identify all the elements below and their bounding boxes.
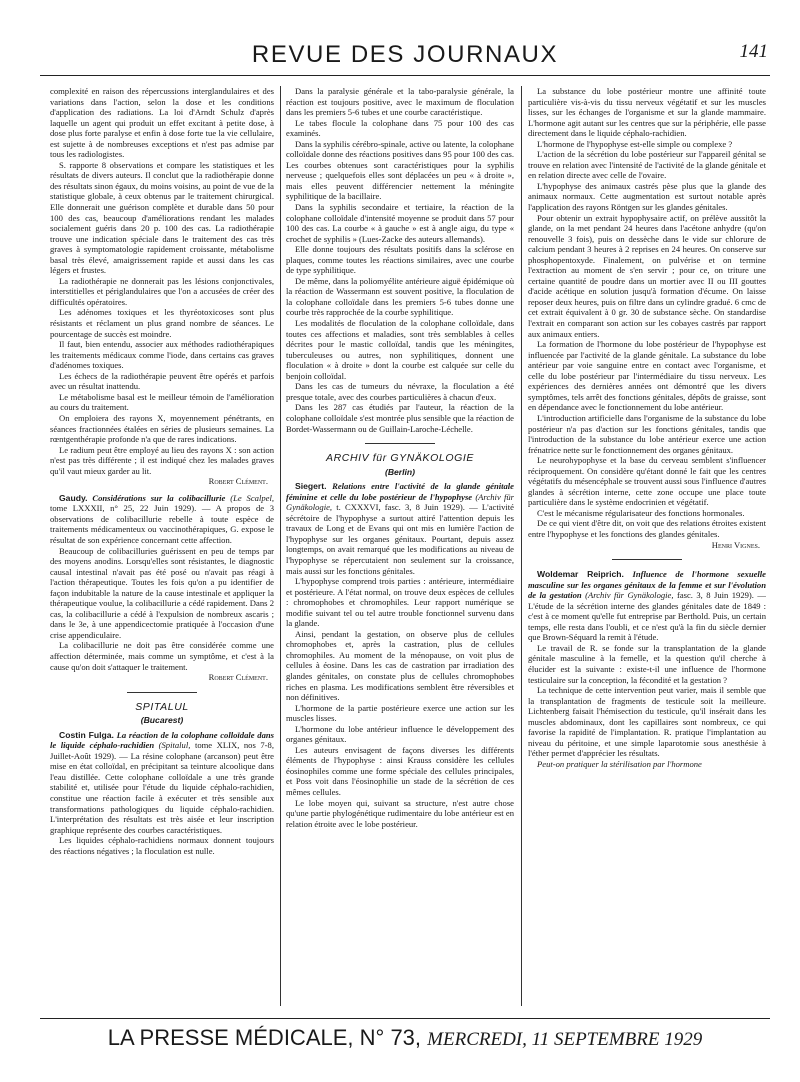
section-name: ARCHIV für GYNÄKOLOGIE: [326, 452, 474, 465]
paragraph: Le métabolisme basal est le meilleur témoin de l'amélioration au cours du traitement.: [50, 391, 274, 413]
article-text: tome LXXXII, n° 25, 22 Juin 1929). — A propos de 3 observations de colibacillurie rebelle à toute espèce de traitements médicamenteux ou vaccinothérapiques, G. expose le résultat de son expérience concernant cette affection.: [50, 503, 274, 545]
paragraph: Dans la syphilis secondaire et tertiaire, la réaction de la colophane colloïdale d'intensité moyenne se produit dans 57 pour 100 des cas. La courbe « à gauche » est à angle aigu, du type « crochet de syphilis » (Lues-Zacke des auteurs allemands).: [286, 202, 514, 244]
section-name: SPITALUL: [135, 700, 189, 713]
paragraph: Les liquides céphalo-rachidiens normaux donnent toujours des réactions négatives ; la floculation est nulle.: [50, 835, 274, 856]
paragraph: Ainsi, pendant la gestation, on observe plus de cellules chromophobes et, après la castration, plus de cellules chromophiles. Au moment de la ménopause, on voit plus de cellules à éosine. Dans les cas de castration par irradiation des glandes génitales, on constate plus de cellules chromophobes riches en plasma. Les modifications semblent être réversibles et non définitives.: [286, 628, 514, 703]
closing-line: Peut-on pratiquer la stérilisation par l'hormone: [537, 758, 702, 769]
header-rule: [40, 75, 770, 76]
page-number: 141: [739, 41, 768, 62]
article-title: Influence de l'hormone sexuelle masculine sur les organes génitaux de la femme et sur l'évolution de la gestation: [528, 569, 766, 601]
article-author: Woldemar Reiprich.: [537, 569, 624, 580]
paragraph: L'action de la sécrétion du lobe postérieur sur l'appareil génital se trouve en relation avec l'intensité de l'activité de la glande génitale et en relation directe avec celle de l'ovaire.: [528, 149, 766, 181]
footer-rule: [40, 1018, 770, 1019]
paragraph: complexité en raison des répercussions interglandulaires et des variations dans l'action, selon la dose et les conditions d'application des radiations. La loi d'Arndt Schulz d'après laquelle un agent qui produit un effet excitant à petite dose, à dose plus forte paralyse et enfin à dose forte tue la vie cellulaire, est sujette à de nombreuses exceptions et n'est pas admise par tous les radiologistes.: [50, 86, 274, 160]
section-city: (Berlin): [384, 466, 416, 477]
paragraph: L'hypophyse des animaux castrés pèse plus que la glande des animaux normaux. Cette augmentation est surtout notable après l'application des rayons Röntgen sur les glandes génitales.: [528, 180, 766, 213]
paragraph: L'hormone de l'hypophyse est-elle simple ou complexe ?: [537, 138, 733, 149]
paragraph: Les auteurs envisagent de façons diverses les différents éléments de l'hypophyse : ainsi Krauss considère les cellules éosinophiles comme une forme spéciale des cellules principales, et Poss voit dans l'éosinophilie un stade de la sécrétion de ces mêmes cellules.: [286, 744, 514, 797]
article-costin-fulga: [50, 730, 274, 835]
footer-journal: LA PRESSE MÉDICALE,: [107, 1025, 354, 1050]
paragraph: Pour obtenir un extrait hypophysaire actif, on prélève aussitôt la glande, on la met pendant 24 heures dans l'acétone anhydre (qu'on renouvelle 3 fois), puis on dessèche dans le vide sur chlorure de calcium pendant 3 heures à 2 reprises en 24 heures. On conserve sur phosphopentoxyde. Finalement, on pulvérise et on termine l'extraction au moment de s'en servir ; pour ce, on triture une certaine quantité de poudre dans un mortier avec II ou III gouttes d'acide acétique en solution jusqu'à formation d'écume. On laisse reposer deux heures, puis on filtre dans un cylindre gradué. 6 cmc de cet extrait équivalent à 0 gr. 30 de substance sèche. On standardise l'extrait en comparant son action sur les cobayes castrés par rapport aux animaux entiers.: [528, 212, 766, 339]
paragraph: L'hormone de la partie postérieure exerce une action sur les muscles lisses.: [286, 702, 514, 724]
paragraph: Il faut, bien entendu, associer aux méthodes radiothérapiques les traitements médicaux comme l'iode, dans certains cas graves d'adénomes toxiques.: [50, 339, 274, 371]
signature: Robert Clément.: [208, 672, 268, 683]
paragraph: C'est le mécanisme régularisateur des fonctions hormonales.: [537, 507, 745, 518]
article-author: Costin Fulga.: [59, 729, 114, 740]
article-title: Considérations sur la colibacillurie: [92, 492, 226, 503]
article-text: tome XLIX, nos 7-8, Juillet-Août 1929). — La résine colophane (arcanson) peut être mise en état colloïdal, en précipitant sa teinture alcoolique dans l'eau distillée. Cette colophane colloïdale a une très grande stabilité et, utilisée pour l'étude du liquide céphalo-rachidien, constitue une réaction facile à exécuter et très sensible aux transformations pathologiques du liquide céphalo-rachidien. L'interprétation des résultats est très aisée et leur inscription graphique représente des courbes caractéristiques.: [50, 740, 274, 835]
signature: Robert Clément.: [208, 476, 268, 487]
article-title: La réaction de la colophane colloïdale dans le liquide céphalo-rachidien: [50, 729, 274, 751]
section-divider: [127, 692, 197, 693]
paragraph: Beaucoup de colibacilluries guérissent en peu de temps par des moyens anodins. Lorsqu'elles sont résistantes, le diagnostic causal intestinal n'avait pas été posé ou n'avait pas réagi à l'action thérapeutique. Toutes les fois qu'on a pu identifier de façon indubitable la nature de la cause intestinale et appliquer la thérapeutique voulue, la colibacillurie a cédé rapidement. Dans 2 cas, la colibacillurie a cédé à l'expulsion de nombreux ascaris ; dans le 3e, à une appendicectomie pratiquée à l'occasion d'une crise appendiculaire.: [50, 545, 274, 640]
footer-date: MERCREDI, 11 SEPTEMBRE 1929: [427, 1029, 703, 1050]
column-divider-1: [280, 86, 281, 1006]
article-title: Relations entre l'activité de la glande génitale féminine et celle du lobe postérieur de l'hypophyse: [286, 481, 514, 502]
column-divider-2: [521, 86, 522, 1006]
paragraph: Dans les 287 cas étudiés par l'auteur, la réaction de la colophane colloïdale s'est montrée plus sensible que la réaction de Bordet-Wassermann ou de Guillain-Laroche-Léchelle.: [286, 402, 514, 434]
paragraph: La radiothérapie ne donnerait pas les lésions conjonctivales, interstitielles et périglandulaires que l'on a accusées de créer des difficultés opératoires.: [50, 275, 274, 307]
paragraph: Les échecs de la radiothérapie peuvent être opérés et parfois avec un résultat inattendu.: [50, 370, 274, 392]
column-3: [528, 86, 766, 1016]
paragraph: De ce qui vient d'être dit, on voit que des relations étroites existent entre l'hypophyse et les fonctions des glandes génitales.: [528, 518, 766, 539]
footer-issue: N° 73,: [359, 1025, 422, 1050]
paragraph: On emploiera des rayons X, moyennement pénétrants, en séances fractionnées étalées en séries de plusieurs semaines. La rœntgenthérapie profonde n'a que de rares indications.: [50, 412, 274, 445]
section-heading-spitalul: [50, 702, 274, 726]
paragraph: L'introduction artificielle dans l'organisme de la substance du lobe postérieur n'a pas d'action sur les fonctions génitales, tandis que l'introduction de la substance du lobe antérieur exerce une action frénatrice nette sur le fonctionnement des organes génitaux.: [528, 412, 766, 455]
paragraph: La substance du lobe postérieur montre une affinité toute particulière vis-à-vis du tissu nerveux végétatif et sur les muscles lisses, sur les échanges de l'organisme et sur la glande mammaire. L'hormone agit autant sur les centres que sur la périphérie, elle passe directement dans le liquide céphalo-rachidien.: [528, 86, 766, 139]
paragraph: La formation de l'hormone du lobe postérieur de l'hypophyse est influencée par l'activité de la glande génitale. La substance du lobe antérieur par voie sanguine entre en contact avec l'organisme, et celle du lobe postérieur par l'intermédiaire du tissu nerveux. Les expériences des dernières années ont démontré que les divers symptômes, tels arrêt des fonctions génitales, dépôts de graisse, sont en dépendance avec le fonctionnement du lobe antérieur.: [528, 339, 766, 413]
page-footer: [40, 1025, 770, 1051]
column-1-paragraphs: [50, 86, 274, 476]
article-journal: (Archiv für Gynäkologie,: [585, 590, 674, 601]
page-header: [40, 38, 770, 74]
paragraph: Dans les cas de tumeurs du névraxe, la floculation a été presque totale, avec des courbes particulières à chacun d'eux.: [286, 381, 514, 402]
section-divider: [612, 559, 682, 560]
section-city: (Bucarest): [140, 715, 184, 726]
paragraph: Le radium peut être employé au lieu des rayons X : son action n'est pas très différente ; il est indiqué chez les malades graves qu'il vaut mieux garder au lit.: [50, 444, 274, 476]
article-gaudy: [50, 493, 274, 546]
paragraph: Le lobe moyen qui, suivant sa structure, n'est autre chose qu'une partie phylogénétique rudimentaire du lobe antérieur est en relation étroite avec le lobe postérieur.: [286, 797, 514, 829]
paragraph: Le travail de R. se fonde sur la transplantation de la glande génitale masculine à la femelle, et la question qu'il cherche à élucider est la suivante : existe-t-il une influence de l'hormone testiculaire sur la conception, la fécondité et la gestation ?: [528, 642, 766, 685]
section-heading-archiv: [286, 453, 514, 477]
article-author: Gaudy.: [59, 492, 88, 503]
paragraph: La colibacillurie ne doit pas être considérée comme une affection déterminée, mais comme un symptôme, et c'est à la cause qu'on doit s'attaquer le traitement.: [50, 640, 274, 672]
article-journal: (Le Scalpel,: [230, 492, 274, 503]
section-divider: [365, 443, 435, 444]
paragraph: La technique de cette intervention peut varier, mais il semble que la transplantation de fragments de testicule soit la meilleure. Lichtenberg faisait l'hémisection du testicule, qu'il insérait dans les muscles abdominaux, dont les capillaires sont nombreux, ce qui favorise la rapidité de l'implantation. R. pratique l'implantation au niveau du péritoine, et une simple laparotomie sous anesthésie à l'éther permet d'apprécier les résultats.: [528, 685, 766, 759]
column-1: [50, 86, 274, 1016]
paragraph: Dans la syphilis cérébro-spinale, active ou latente, la colophane colloïdale donne des réactions positives dans 95 pour 100 des cas. Les courbes obtenues sont caractéristiques pour la syphilis nerveuse ; quelquefois elles sont déplacées un peu « à droite », mais elles peuvent différencier nettement la méningite syphilitique de la bacillaire.: [286, 138, 514, 202]
paragraph: De même, dans la poliomyélite antérieure aiguë épidémique où la réaction de Wassermann est souvent positive, la floculation de la colophane colloïdale dans les premiers 5-6 tubes donne une courbe très rapprochée de la courbe syphilitique.: [286, 275, 514, 318]
running-title: REVUE DES JOURNAUX: [251, 41, 559, 68]
article-reiprich: [528, 569, 766, 643]
article-journal: (Spitalul,: [158, 740, 191, 751]
paragraph: Les modalités de floculation de la colophane colloïdale, dans toutes ces affections et maladies, sont très semblables à celles décrites pour le mastic colloïdal, tandis que les méningites, tuberculeuses ou autres, non syphilitiques, donnent une floculation « à droite » dont la courbe est calquée sur celle du benjoin colloïdal.: [286, 318, 514, 381]
paragraph: S. rapporte 8 observations et compare les statistiques et les résultats de divers auteurs. Il conclut que la radiothérapie donne des résultats sinon égaux, du moins voisins, au point de vue de la statistique globale, à ceux obtenus par le traitement chirurgical. Elle donnerait une guérison complète et durable dans 50 pour 100 des cas, beaucoup d'améliorations rendant les malades socialement guéris dans 20 p. 100 des cas. La radiothérapie trouve une indication spéciale dans le traitement des cas très graves à symptomatologie rapidement croissante, métabolisme basal très élevé, amaigrissement rapide et aussi dans les cas légers et frustes.: [50, 159, 274, 276]
paragraph: Le neurohypophyse et la base du cerveau semblent s'influencer réciproquement. On considère qu'étant donné le fait que les centres végétatifs du mésencéphale se trouvent aussi sous l'influence d'autres glandes à sécrétion interne, cette zone occupe une place toute particulière dans le système endocrinien et végétatif.: [528, 455, 766, 508]
paragraph: Les adénomes toxiques et les thyréotoxicoses sont plus résistants et réclament un plus grand nombre de séances. Le pourcentage de succès est moindre.: [50, 307, 274, 339]
article-siegert: [286, 481, 514, 576]
column-2: [286, 86, 514, 1016]
signature: Henri Vignes.: [711, 539, 760, 550]
article-author: Siegert.: [295, 481, 327, 492]
paragraph: L'hormone du lobe antérieur influence le développement des organes génitaux.: [286, 723, 514, 745]
paragraph: Le tabes flocule la colophane dans 75 pour 100 des cas examinés.: [286, 117, 514, 139]
paragraph: L'hypophyse comprend trois parties : antérieure, intermédiaire et postérieure. A l'état normal, on trouve deux espèces de cellules : chromophobes et chromophiles. Leur rapport numérique se modifie suivant tel ou tel autre trouble fonctionnel survenu dans la glande.: [286, 576, 514, 629]
paragraph: Elle donne toujours des résultats positifs dans la sclérose en plaques, comme toutes les réactions similaires, avec une courbe de type syphilitique.: [286, 244, 514, 276]
paragraph: Dans la paralysie générale et la tabo-paralysie générale, la réaction est toujours positive, avec le maximum de floculation dans les premiers 5-6 tubes et une courbe caractéristique.: [286, 86, 514, 118]
article-text: fasc. 3, 8 Juin 1929). — L'étude de la sécrétion interne des glandes génitales date de 1849 : c'est à ce moment qu'elle fut entreprise par Berthold. Puis, un certain temps, elle resta dans l'oubli, et ce n'est qu'à la fin du siècle dernier que Brown-Séquard la remit à l'étude.: [528, 590, 766, 643]
article-text: t. CXXXVI, fasc. 3, 8 Juin 1929). — L'activité sécrétoire de l'hypophyse a surtout attiré l'attention depuis les travaux de Long et de Evans qui ont mis en lumière l'action de l'hypophyse sur les organes génitaux. Pourtant, depuis assez longtemps, on avait remarqué que les modifications au niveau de l'hypophyse se répercutaient non seulement sur la croissance, mais aussi sur les fonctions génitales.: [286, 502, 514, 576]
article-journal: (Archiv für Gynäkologie,: [286, 491, 514, 513]
